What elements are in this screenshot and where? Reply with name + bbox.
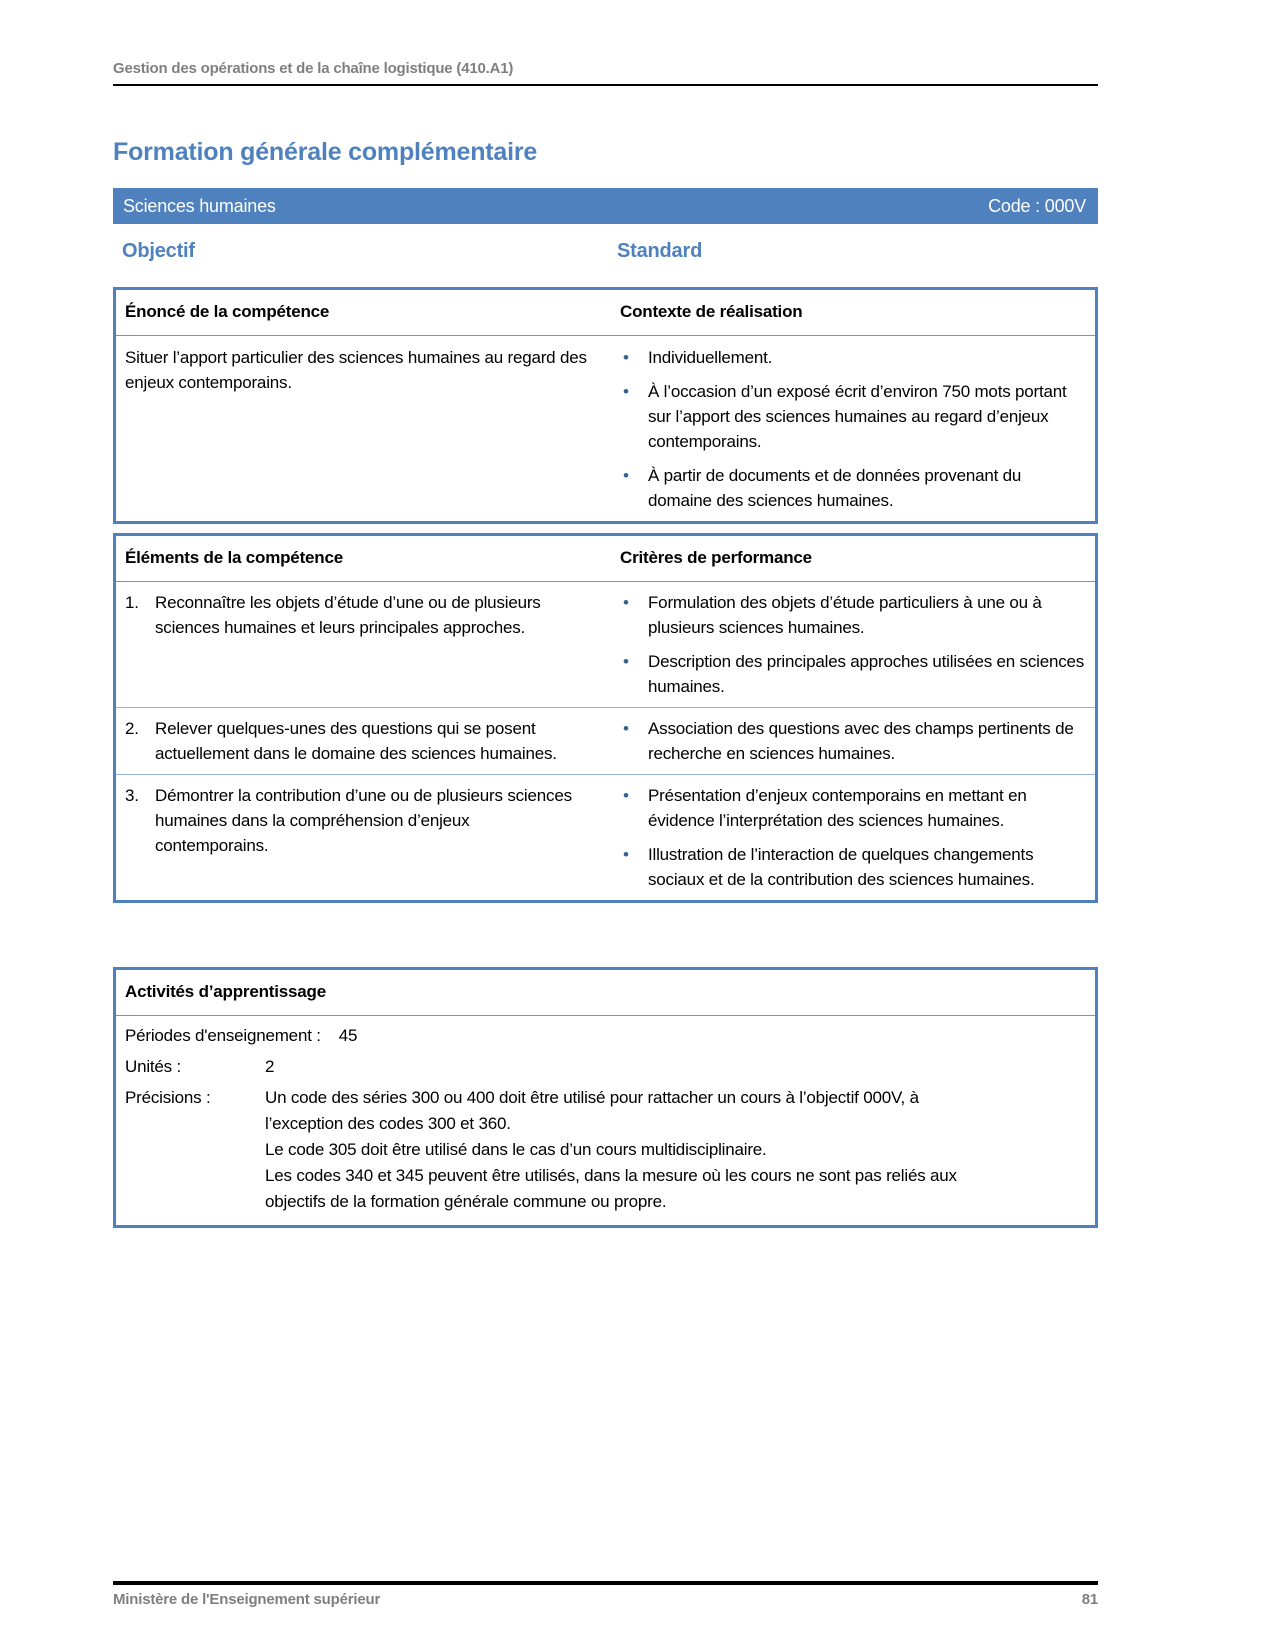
list-item	[620, 463, 1089, 513]
bullet-text: Formulation des objets d’étude particuliers à une ou à plusieurs sciences humaines.	[648, 593, 1042, 637]
page-footer	[113, 1581, 1098, 1608]
list-item	[620, 379, 1089, 454]
running-header-title: Gestion des opérations et de la chaîne logistique (410.A1)	[113, 60, 514, 77]
bullet-icon: •	[623, 845, 629, 864]
precisions-text-line: Un code des séries 300 ou 400 doit être utilisé pour rattacher un cours à l’objectif 000V, à	[265, 1088, 919, 1107]
units-label: Unités :	[125, 1057, 182, 1076]
element-text: Démontrer la contribution d’une ou de plusieurs sciences humaines dans la compréhension d’enjeux contemporains.	[155, 786, 572, 855]
criteria-bullet-list	[611, 590, 1095, 701]
elements-table	[113, 533, 1098, 903]
element-text: Reconnaître les objets d’étude d’une ou de plusieurs sciences humaines et leurs principales approches.	[155, 593, 541, 637]
criteria-bullet-list	[611, 716, 1095, 768]
element-item	[116, 716, 611, 768]
precisions-text-line: objectifs de la formation générale commune ou propre.	[265, 1192, 667, 1211]
page-title: Formation générale complémentaire	[113, 138, 538, 166]
objectif-heading: Objectif	[122, 240, 195, 262]
precisions-text	[265, 1085, 1085, 1215]
element-text: Relever quelques-unes des questions qui se posent actuellement dans le domaine des sciences humaines.	[155, 719, 557, 763]
table-row	[116, 774, 1095, 900]
list-item	[620, 345, 1089, 370]
running-header	[113, 60, 1098, 86]
criteria-bullet-list	[611, 783, 1095, 894]
competence-statement: Situer l’apport particulier des sciences humaines au regard des enjeux contemporains.	[125, 348, 587, 392]
bullet-icon: •	[623, 719, 629, 738]
competence-left-header: Énoncé de la compétence	[125, 302, 330, 321]
standard-heading: Standard	[617, 240, 703, 262]
bullet-icon: •	[623, 786, 629, 805]
bullet-text: À partir de documents et de données provenant du domaine des sciences humaines.	[648, 466, 1022, 510]
units-line	[125, 1054, 1085, 1080]
element-item	[116, 783, 611, 894]
units-value: 2	[265, 1057, 275, 1076]
banner-code: Code : 000V	[988, 195, 1086, 216]
activities-box	[113, 967, 1098, 1228]
table-row	[116, 582, 1095, 707]
context-bullet-list	[611, 345, 1095, 515]
subject-banner	[113, 188, 1098, 224]
list-item	[620, 716, 1089, 766]
periods-label: Périodes d'enseignement :	[125, 1026, 321, 1045]
bullet-text: Illustration de l’interaction de quelques changements sociaux et de la contribution des sciences humaines.	[648, 845, 1035, 889]
precisions-label: Précisions :	[125, 1088, 211, 1107]
bullet-text: À l’occasion d’un exposé écrit d’environ 750 mots portant sur l’apport des sciences humaines au regard d’enjeux contemporains.	[648, 382, 1067, 451]
periods-line	[125, 1023, 1085, 1049]
bullet-icon: •	[623, 652, 629, 671]
competence-right-header: Contexte de réalisation	[620, 302, 803, 321]
periods-value: 45	[338, 1026, 358, 1045]
list-item	[620, 590, 1089, 640]
elements-right-header: Critères de performance	[620, 548, 812, 567]
activities-body	[116, 1016, 1095, 1225]
bullet-text: Individuellement.	[648, 348, 773, 367]
element-number: 3.	[125, 786, 139, 805]
list-item	[620, 842, 1089, 892]
bullet-icon: •	[623, 348, 629, 367]
column-headings	[113, 240, 1098, 263]
list-item	[620, 783, 1089, 833]
table-row	[116, 707, 1095, 774]
competence-table	[113, 287, 1098, 524]
precisions-text-line: Le code 305 doit être utilisé dans le cas d’un cours multidisciplinaire.	[265, 1140, 767, 1159]
bullet-icon: •	[623, 466, 629, 485]
competence-table-header	[116, 290, 1095, 336]
precisions-text-line: Les codes 340 et 345 peuvent être utilisés, dans la mesure où les cours ne sont pas reliés aux	[265, 1166, 957, 1185]
elements-table-header	[116, 536, 1095, 582]
element-item	[116, 590, 611, 701]
bullet-icon: •	[623, 593, 629, 612]
bullet-icon: •	[623, 382, 629, 401]
list-item	[620, 649, 1089, 699]
footer-page-number: 81	[1081, 1591, 1098, 1608]
precisions-text-line: l’exception des codes 300 et 360.	[265, 1114, 511, 1133]
element-number: 1.	[125, 593, 139, 612]
element-number: 2.	[125, 719, 139, 738]
competence-row	[116, 336, 1095, 521]
elements-left-header: Éléments de la compétence	[125, 548, 343, 567]
bullet-text: Description des principales approches utilisées en sciences humaines.	[648, 652, 1085, 696]
footer-ministry: Ministère de l'Enseignement supérieur	[113, 1591, 381, 1608]
banner-subject: Sciences humaines	[123, 195, 276, 216]
bullet-text: Présentation d’enjeux contemporains en mettant en évidence l’interprétation des sciences humaines.	[648, 786, 1027, 830]
precisions-line	[125, 1085, 1085, 1215]
activities-header: Activités d’apprentissage	[116, 970, 1095, 1016]
bullet-text: Association des questions avec des champs pertinents de recherche en sciences humaines.	[648, 719, 1074, 763]
